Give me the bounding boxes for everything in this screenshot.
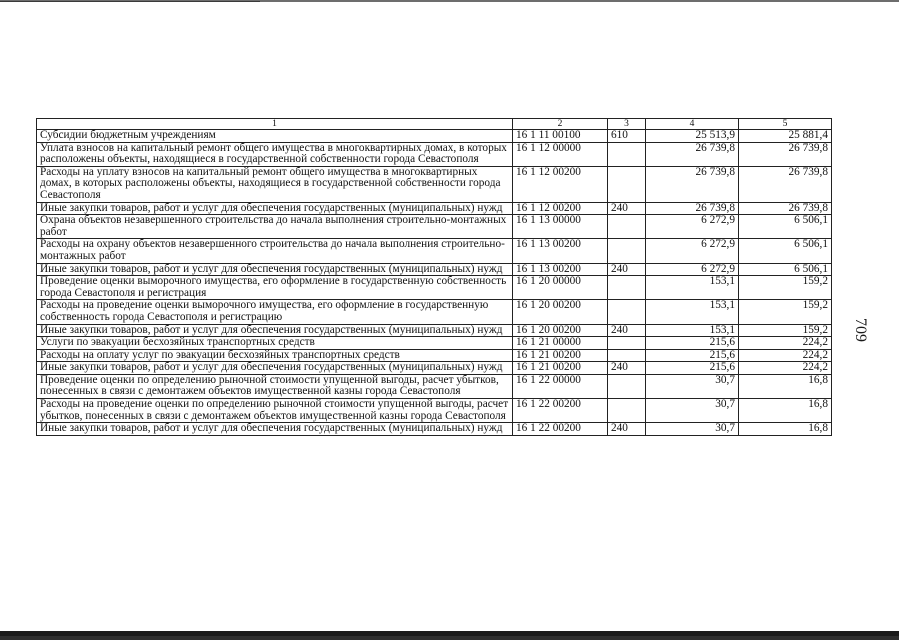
expense-name: Расходы на проведение оценки по определению рыночной стоимости упущенной выгоды, расчет убытков, понесенных в связи с демонтажем объектов имущественной казны города Севастополя: [37, 399, 513, 423]
amount-col-5: 159,2: [739, 300, 832, 324]
expense-type-code: [608, 399, 646, 423]
target-article-code: 16 1 13 00000: [513, 215, 608, 239]
amount-col-5: 16,8: [739, 399, 832, 423]
amount-col-5: 26 739,8: [739, 202, 832, 215]
expense-name: Расходы на уплату взносов на капитальный ремонт общего имущества в многоквартирных домах, в которых расположены объекты, находящиеся в государственной собственности города Севастополя: [37, 166, 513, 202]
table-row: [37, 263, 832, 276]
target-article-code: 16 1 22 00200: [513, 399, 608, 423]
expense-type-code: [608, 374, 646, 398]
expense-name: Уплата взносов на капитальный ремонт общего имущества в многоквартирных домах, в которых расположены объекты, находящиеся в государственной собственности города Севастополя: [37, 142, 513, 166]
expense-name: Иные закупки товаров, работ и услуг для обеспечения государственных (муниципальных) нужд: [37, 423, 513, 436]
amount-col-4: 153,1: [646, 324, 739, 337]
amount-col-4: 30,7: [646, 423, 739, 436]
expense-name: Расходы на проведение оценки выморочного имущества, его оформление в государственную собственность города Севастополя и регистрацию: [37, 300, 513, 324]
expense-type-code: [608, 215, 646, 239]
table-row: [37, 166, 832, 202]
scan-top-edge-mark: [0, 1, 260, 2]
amount-col-5: 6 506,1: [739, 263, 832, 276]
target-article-code: 16 1 13 00200: [513, 263, 608, 276]
header-col-5: 5: [739, 119, 832, 130]
target-article-code: 16 1 12 00200: [513, 166, 608, 202]
header-col-4: 4: [646, 119, 739, 130]
expense-type-code: [608, 142, 646, 166]
amount-col-4: 6 272,9: [646, 215, 739, 239]
table-row: [37, 324, 832, 337]
table-row: [37, 337, 832, 350]
amount-col-4: 215,6: [646, 362, 739, 375]
table-row: [37, 215, 832, 239]
amount-col-5: 6 506,1: [739, 215, 832, 239]
target-article-code: 16 1 20 00200: [513, 324, 608, 337]
expense-type-code: 240: [608, 324, 646, 337]
amount-col-5: 16,8: [739, 374, 832, 398]
expense-type-code: [608, 337, 646, 350]
table-row: [37, 362, 832, 375]
amount-col-4: 215,6: [646, 349, 739, 362]
target-article-code: 16 1 12 00000: [513, 142, 608, 166]
expense-type-code: 240: [608, 202, 646, 215]
amount-col-5: 224,2: [739, 337, 832, 350]
target-article-code: 16 1 21 00200: [513, 349, 608, 362]
expense-type-code: [608, 166, 646, 202]
table-row: [37, 423, 832, 436]
expense-name: Иные закупки товаров, работ и услуг для обеспечения государственных (муниципальных) нужд: [37, 324, 513, 337]
expense-type-code: 240: [608, 423, 646, 436]
table-header: [37, 119, 832, 130]
header-col-2: 2: [513, 119, 608, 130]
expense-name: Иные закупки товаров, работ и услуг для обеспечения государственных (муниципальных) нужд: [37, 202, 513, 215]
target-article-code: 16 1 22 00200: [513, 423, 608, 436]
expense-name: Проведение оценки по определению рыночной стоимости упущенной выгоды, расчет убытков, понесенных в связи с демонтажем объектов имущественной казны города Севастополя: [37, 374, 513, 398]
amount-col-4: 6 272,9: [646, 239, 739, 263]
amount-col-4: 6 272,9: [646, 263, 739, 276]
target-article-code: 16 1 21 00200: [513, 362, 608, 375]
amount-col-5: 159,2: [739, 276, 832, 300]
amount-col-5: 26 739,8: [739, 166, 832, 202]
header-col-1: 1: [37, 119, 513, 130]
amount-col-5: 26 739,8: [739, 142, 832, 166]
expense-type-code: 240: [608, 263, 646, 276]
table-row: [37, 300, 832, 324]
amount-col-5: 16,8: [739, 423, 832, 436]
expense-name: Расходы на охрану объектов незавершенного строительства до начала выполнения строительно-монтажных работ: [37, 239, 513, 263]
amount-col-4: 153,1: [646, 276, 739, 300]
page-number: 709: [852, 318, 869, 342]
target-article-code: 16 1 13 00200: [513, 239, 608, 263]
amount-col-4: 25 513,9: [646, 130, 739, 143]
expense-name: Услуги по эвакуации бесхозяйных транспортных средств: [37, 337, 513, 350]
target-article-code: 16 1 22 00000: [513, 374, 608, 398]
target-article-code: 16 1 20 00200: [513, 300, 608, 324]
expense-type-code: [608, 300, 646, 324]
table-row: [37, 239, 832, 263]
amount-col-5: 224,2: [739, 349, 832, 362]
amount-col-5: 25 881,4: [739, 130, 832, 143]
target-article-code: 16 1 11 00100: [513, 130, 608, 143]
target-article-code: 16 1 12 00200: [513, 202, 608, 215]
scan-bottom-edge: [0, 631, 899, 640]
amount-col-4: 215,6: [646, 337, 739, 350]
amount-col-5: 224,2: [739, 362, 832, 375]
amount-col-4: 30,7: [646, 399, 739, 423]
amount-col-4: 30,7: [646, 374, 739, 398]
table-body: [37, 130, 832, 436]
expense-name: Охрана объектов незавершенного строительства до начала выполнения строительно-монтажных работ: [37, 215, 513, 239]
amount-col-4: 26 739,8: [646, 142, 739, 166]
table-row: [37, 374, 832, 398]
expense-name: Иные закупки товаров, работ и услуг для обеспечения государственных (муниципальных) нужд: [37, 362, 513, 375]
expense-type-code: [608, 349, 646, 362]
table-row: [37, 349, 832, 362]
expense-type-code: 610: [608, 130, 646, 143]
target-article-code: 16 1 21 00000: [513, 337, 608, 350]
expense-type-code: [608, 239, 646, 263]
expense-name: Иные закупки товаров, работ и услуг для обеспечения государственных (муниципальных) нужд: [37, 263, 513, 276]
amount-col-4: 153,1: [646, 300, 739, 324]
table-row: [37, 202, 832, 215]
amount-col-5: 159,2: [739, 324, 832, 337]
expense-type-code: 240: [608, 362, 646, 375]
amount-col-4: 26 739,8: [646, 202, 739, 215]
table-row: [37, 142, 832, 166]
table-row: [37, 130, 832, 143]
header-col-3: 3: [608, 119, 646, 130]
table-row: [37, 276, 832, 300]
expense-name: Расходы на оплату услуг по эвакуации бесхозяйных транспортных средств: [37, 349, 513, 362]
amount-col-5: 6 506,1: [739, 239, 832, 263]
expense-name: Субсидии бюджетным учреждениям: [37, 130, 513, 143]
table-row: [37, 399, 832, 423]
expense-name: Проведение оценки выморочного имущества, его оформление в государственную собственность города Севастополя и регистрация: [37, 276, 513, 300]
expense-type-code: [608, 276, 646, 300]
budget-table: [36, 118, 832, 436]
amount-col-4: 26 739,8: [646, 166, 739, 202]
target-article-code: 16 1 20 00000: [513, 276, 608, 300]
